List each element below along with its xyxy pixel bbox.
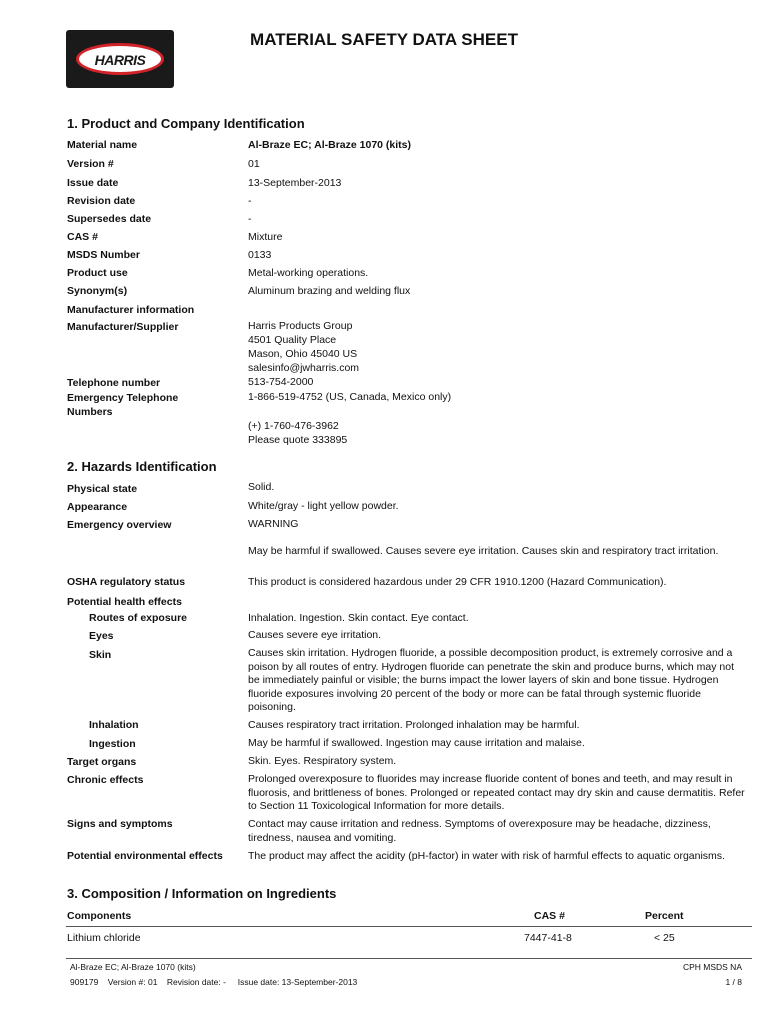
label-supersedes-date: Supersedes date [67,213,152,225]
value-intl-telephone: (+) 1-760-476-3962 [248,420,339,432]
value-physical-state: Solid. [248,481,275,493]
value-version: 01 [248,158,260,170]
label-signs-and-symptoms: Signs and symptoms [67,818,173,830]
value-supersedes-date: - [248,213,252,225]
label-inhalation: Inhalation [89,719,139,731]
value-quote: Please quote 333895 [248,434,348,446]
label-skin: Skin [89,649,112,661]
value-revision-date: - [248,195,252,207]
document-title: MATERIAL SAFETY DATA SHEET [250,30,518,49]
label-manufacturer-supplier: Manufacturer/Supplier [67,321,179,333]
value-eyes: Causes severe eye irritation. [248,629,382,641]
label-msds-number: MSDS Number [67,249,140,261]
footer-product-name: Al-Braze EC; Al-Braze 1070 (kits) [70,962,196,972]
footer-page-number: 1 / 8 [725,977,742,987]
label-synonyms: Synonym(s) [67,285,128,297]
label-routes-of-exposure: Routes of exposure [89,612,188,624]
label-emergency-overview: Emergency overview [67,519,172,531]
value-msds-number: 0133 [248,249,272,261]
value-appearance: White/gray - light yellow powder. [248,500,399,512]
value-environmental-effects: The product may affect the acidity (pH-factor) in water with risk of harmful effects to aquatic organisms. [248,850,725,862]
label-manufacturer-information: Manufacturer information [67,304,195,316]
value-target-organs: Skin. Eyes. Respiratory system. [248,755,397,767]
value-chronic-effects: Prolonged overexposure to fluorides may increase fluoride content of bones and teeth, and may result in fluorosis, and brittleness of bones. Prolonged or repeated contact may dry skin and cause dermatitis. Refer to Section 11 Toxicological Information for more details. [248,773,745,812]
value-address-city: Mason, Ohio 45040 US [248,348,358,360]
label-chronic-effects: Chronic effects [67,774,144,786]
column-header-percent: Percent [645,910,684,922]
footer-document-code: CPH MSDS NA [682,962,742,972]
footer-rule [66,958,752,959]
label-target-organs: Target organs [67,756,137,768]
logo-text: HARRIS [94,52,146,68]
value-address-street: 4501 Quality Place [248,334,337,346]
value-manufacturer-name: Harris Products Group [248,320,353,332]
value-ingestion: May be harmful if swallowed. Ingestion may cause irritation and malaise. [248,737,585,749]
section-1-title: 1. Product and Company Identification [67,116,305,131]
value-product-use: Metal-working operations. [248,267,369,279]
label-osha-status: OSHA regulatory status [67,576,186,588]
value-material-name: Al-Braze EC; Al-Braze 1070 (kits) [248,139,411,151]
component-name: Lithium chloride [67,932,141,944]
column-header-cas: CAS # [534,910,565,922]
section-2-title: 2. Hazards Identification [67,459,217,474]
value-skin: Causes skin irritation. Hydrogen fluoride, a possible decomposition product, is extremely corrosive and a poison by all routes of entry. Hydrogen fluoride can penetrate the skin and produce burns, which may not be immediately painful or visible; the burns impact the lower layers of skin and bone tissue. Hydrogen fluoride exposures involving 20 percent of the body or more can be fatal through systemic fluoride poisoning. [248,647,735,713]
label-revision-date: Revision date [67,195,136,207]
value-email: salesinfo@jwharris.com [248,362,360,374]
label-ingestion: Ingestion [89,738,136,750]
value-issue-date: 13-September-2013 [248,177,342,189]
value-routes-of-exposure: Inhalation. Ingestion. Skin contact. Eye contact. [248,612,469,624]
value-emergency-telephone: 1-866-519-4752 (US, Canada, Mexico only) [248,391,452,403]
value-signs-and-symptoms: Contact may cause irritation and redness. Symptoms of overexposure may be headache, dizziness, tiredness, nausea and vomiting. [248,818,711,844]
label-eyes: Eyes [89,630,114,642]
label-appearance: Appearance [67,501,128,513]
table-header-rule [66,926,752,927]
label-environmental-effects: Potential environmental effects [67,850,223,862]
value-hazard-statement: May be harmful if swallowed. Causes severe eye irritation. Causes skin and respiratory tract irritation. [248,545,719,557]
label-potential-health-effects: Potential health effects [67,596,182,608]
component-percent: < 25 [654,932,675,944]
component-cas: 7447-41-8 [524,932,572,944]
label-issue-date: Issue date [67,177,119,189]
value-cas: Mixture [248,231,283,243]
value-emergency-overview: WARNING [248,518,299,530]
label-material-name: Material name [67,139,138,151]
label-cas: CAS # [67,231,98,243]
label-physical-state: Physical state [67,483,138,495]
value-synonyms: Aluminum brazing and welding flux [248,285,411,297]
value-telephone: 513-754-2000 [248,376,314,388]
value-osha-status: This product is considered hazardous under 29 CFR 1910.1200 (Hazard Communication). [248,576,667,588]
label-version: Version # [67,158,114,170]
column-header-components: Components [67,910,132,922]
footer-document-info: 909179 Version #: 01 Revision date: - Issue date: 13-September-2013 [70,977,358,987]
label-product-use: Product use [67,267,128,279]
label-emergency-telephone: Emergency Telephone [67,392,179,404]
label-telephone: Telephone number [67,377,161,389]
value-inhalation: Causes respiratory tract irritation. Prolonged inhalation may be harmful. [248,719,580,731]
section-3-title: 3. Composition / Information on Ingredients [67,886,337,901]
label-numbers: Numbers [67,406,113,418]
